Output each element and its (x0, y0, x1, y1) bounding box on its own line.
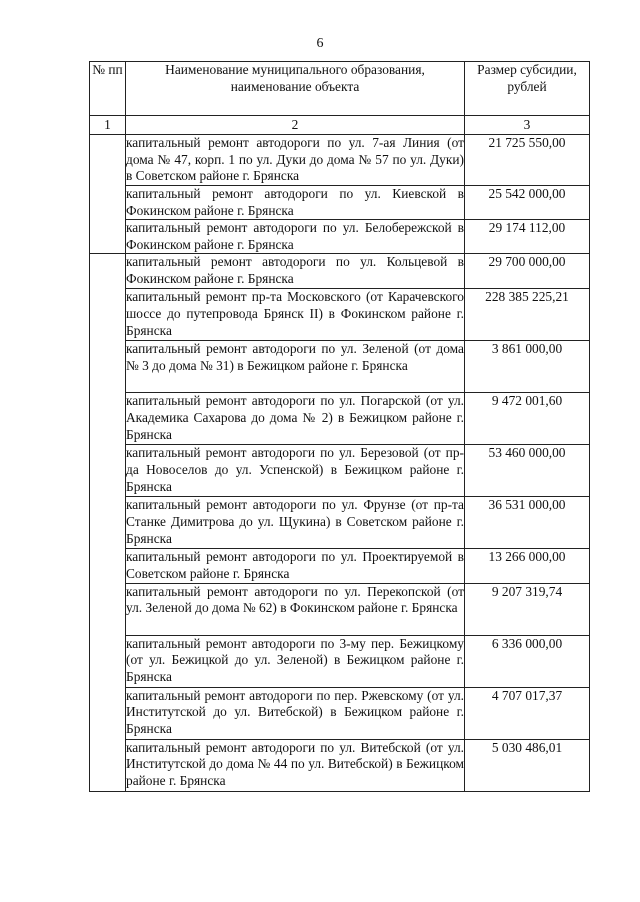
object-name: капитальный ремонт автодороги по ул. Погарской (от ул. Академика Сахарова до дома № 2) в Бежицком районе г. Брянска (126, 393, 465, 445)
subsidy-amount: 4 707 017,37 (465, 687, 590, 739)
table-row (90, 220, 590, 254)
table-row (90, 289, 590, 341)
subsidy-amount: 53 460 000,00 (465, 445, 590, 497)
table-row (90, 739, 590, 791)
object-name: капитальный ремонт автодороги по ул. Фрунзе (от пр-та Станке Димитрова до ул. Щукина) в Советском районе г. Брянска (126, 497, 465, 549)
header-amount: Размер субсидии, рублей (465, 62, 590, 116)
table-row (90, 186, 590, 220)
object-name: капитальный ремонт автодороги по ул. Перекопской (от ул. Зеленой до дома № 62) в Фокинском районе г. Брянска (126, 583, 465, 635)
table-row (90, 583, 590, 635)
table-row (90, 341, 590, 393)
table-row (90, 254, 590, 289)
subsidy-amount: 9 207 319,74 (465, 583, 590, 635)
header-name: Наименование муниципального образования, наименование объекта (126, 62, 465, 116)
table-row (90, 635, 590, 687)
object-name: капитальный ремонт автодороги по ул. Кольцевой в Фокинском районе г. Брянска (126, 254, 465, 289)
object-name: капитальный ремонт автодороги по ул. Витебской (от ул. Институтской до дома № 44 по ул. Витебской) в Бежицком районе г. Брянска (126, 739, 465, 791)
object-name: капитальный ремонт автодороги по ул. Проектируемой в Советском районе г. Брянска (126, 549, 465, 583)
table-row (90, 393, 590, 445)
row-number-cell (90, 135, 126, 254)
table-row (90, 445, 590, 497)
object-name: капитальный ремонт автодороги по пер. Ржевскому (от ул. Институтской до ул. Витебской) в Бежицком районе г. Брянска (126, 687, 465, 739)
subsidy-amount: 13 266 000,00 (465, 549, 590, 583)
object-name: капитальный ремонт автодороги по ул. Киевской в Фокинском районе г. Брянска (126, 186, 465, 220)
subsidy-amount: 29 174 112,00 (465, 220, 590, 254)
subsidy-amount: 6 336 000,00 (465, 635, 590, 687)
page-number: 6 (316, 36, 324, 51)
table-row (90, 687, 590, 739)
object-name: капитальный ремонт автодороги по ул. Белобережской в Фокинском районе г. Брянска (126, 220, 465, 254)
subsidy-amount: 21 725 550,00 (465, 135, 590, 186)
subsidy-amount: 5 030 486,01 (465, 739, 590, 791)
table-row (90, 549, 590, 583)
table-row (90, 497, 590, 549)
row-number-cell (90, 254, 126, 791)
subsidy-amount: 29 700 000,00 (465, 254, 590, 289)
subsidy-amount: 228 385 225,21 (465, 289, 590, 341)
column-index-row (90, 116, 590, 135)
subsidy-amount: 9 472 001,60 (465, 393, 590, 445)
object-name: капитальный ремонт автодороги по ул. Зеленой (от дома № 3 до дома № 31) в Бежицком районе г. Брянска (126, 341, 465, 393)
object-name: капитальный ремонт автодороги по 3-му пер. Бежицкому (от ул. Бежицкой до ул. Зеленой) в Бежицком районе г. Брянска (126, 635, 465, 687)
column-index-3: 3 (465, 116, 590, 135)
object-name: капитальный ремонт пр-та Московского (от Карачевского шоссе до путепровода Брянск II) в Фокинском районе г. Брянска (126, 289, 465, 341)
object-name: капитальный ремонт автодороги по ул. 7-ая Линия (от дома № 47, корп. 1 по ул. Дуки до дома № 57 по ул. Дуки) в Советском районе г. Брянска (126, 135, 465, 186)
column-index-1: 1 (90, 116, 126, 135)
table-header-row (90, 62, 590, 116)
object-name: капитальный ремонт автодороги по ул. Березовой (от пр-да Новоселов до ул. Успенской) в Бежицком районе г. Брянска (126, 445, 465, 497)
header-num: № пп (90, 62, 126, 116)
column-index-2: 2 (126, 116, 465, 135)
subsidy-amount: 36 531 000,00 (465, 497, 590, 549)
table-row (90, 135, 590, 186)
subsidy-amount: 3 861 000,00 (465, 341, 590, 393)
subsidy-amount: 25 542 000,00 (465, 186, 590, 220)
subsidy-table (89, 61, 590, 792)
